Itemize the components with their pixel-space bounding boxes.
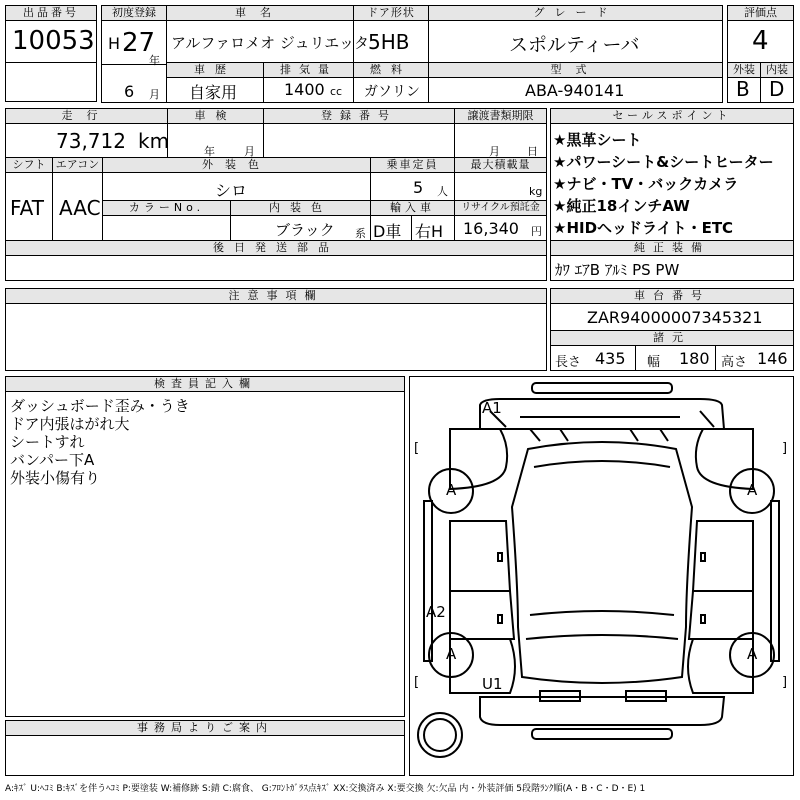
capacity: 5 <box>413 178 424 197</box>
equipment-value: ｶﾜ ｴｱB ｱﾙﾐ PS PW <box>555 261 680 279</box>
interior-grade: D <box>769 77 785 101</box>
history-box <box>166 62 264 103</box>
inspector-box <box>5 376 405 717</box>
door-shape: 5HB <box>368 30 410 54</box>
first-reg-year: 27 <box>122 28 156 58</box>
inspector-label: 検査員記入欄 <box>6 377 404 392</box>
equipment-box <box>550 240 794 281</box>
import-label: 輸入車 <box>371 201 454 216</box>
ext-color-label: 外装色 <box>103 158 370 173</box>
exterior-grade-box <box>727 62 761 103</box>
score-box <box>727 5 794 63</box>
interior-grade-box <box>760 62 794 103</box>
chassis-number: ZAR94000007345321 <box>587 308 763 327</box>
color-no-box <box>102 200 231 241</box>
grade-label: グレード <box>429 6 722 21</box>
int-color-unit: 系 <box>355 227 366 240</box>
tire-mark-rear-left: A <box>446 645 457 663</box>
car-name-label: 車名 <box>167 6 353 21</box>
reg-number-box <box>263 108 455 158</box>
length-label: 長さ <box>555 355 582 370</box>
later-parts-box <box>5 240 547 281</box>
score-label: 評価点 <box>728 6 793 21</box>
length-value: 435 <box>595 349 626 368</box>
inspector-note: 外装小傷有り <box>10 469 101 487</box>
lot-blank-box <box>5 62 97 102</box>
sales-point: ★純正18インチAW <box>553 197 690 215</box>
int-color: ブラック <box>275 221 335 239</box>
bracket-mark: [ <box>414 441 420 456</box>
later-parts-label: 後日発送部品 <box>6 241 546 256</box>
reg-number-label: 登録番号 <box>264 109 454 124</box>
color-no-label: カラーNo. <box>103 201 230 216</box>
recycle-value: 16,340 <box>463 219 519 238</box>
sales-points-box <box>550 108 794 241</box>
max-load-unit: kg <box>529 185 543 198</box>
month-unit: 月 <box>149 88 160 101</box>
shift: FAT <box>10 196 45 220</box>
damage-legend: A:ｷｽﾞ U:ﾍｺﾐ B:ｷｽﾞを伴うﾍｺﾐ P:要塗装 W:補修跡 S:錆 C:腐食、 G:ﾌﾛﾝﾄｶﾞﾗｽ点ｷｽﾞ XX:交換済み X:要交換 欠:欠品 内・外装評価 5段階ﾗﾝｸ順(A・B・C・D・E) 1 <box>5 784 646 794</box>
fuel-box <box>353 62 429 103</box>
inspection-year-unit: 年 <box>204 145 215 158</box>
tire-mark-rear-right: A <box>747 645 758 663</box>
sales-point: ★ナビ・TV・バックカメラ <box>553 175 739 193</box>
fuel: ガソリン <box>364 84 420 100</box>
door-label: ドア形状 <box>354 6 428 21</box>
displacement-box <box>263 62 354 103</box>
history: 自家用 <box>189 83 238 102</box>
mileage-box <box>5 108 168 158</box>
inspector-note: ダッシュボード歪み・うき <box>10 397 190 415</box>
height-value: 146 <box>757 349 788 368</box>
lot-label: 出品番号 <box>6 6 96 21</box>
chassis-label: 車台番号 <box>551 289 793 304</box>
equipment-label: 純正装備 <box>551 241 793 256</box>
interior-label: 内装 <box>761 63 793 78</box>
year-unit: 年 <box>149 54 160 67</box>
transfer-day-unit: 日 <box>527 145 538 158</box>
width-value: 180 <box>679 349 710 368</box>
transfer-doc-label: 譲渡書類期限 <box>455 109 546 124</box>
score: 4 <box>752 26 769 56</box>
displacement-label: 排気量 <box>264 63 353 78</box>
recycle-unit: 円 <box>531 225 542 238</box>
int-color-box <box>230 200 371 241</box>
inspection-box <box>167 108 264 158</box>
inspector-note: バンパー下A <box>10 451 95 469</box>
first-reg-label: 初度登録 <box>102 6 166 21</box>
height-label: 高さ <box>721 355 748 370</box>
car-name-box <box>166 5 369 63</box>
mileage-unit: km <box>138 129 170 153</box>
recycle-box <box>454 200 547 241</box>
recycle-label: リサイクル預託金 <box>455 201 546 216</box>
sales-points-label: セールスポイント <box>551 109 793 124</box>
int-color-label: 内装色 <box>231 201 370 216</box>
tire-mark-front-right: A <box>747 481 758 499</box>
lot-box <box>5 5 97 63</box>
aircon-box <box>52 157 103 241</box>
damage-mark-u1: U1 <box>482 675 503 693</box>
aircon-label: エアコン <box>53 158 102 173</box>
door-box <box>353 5 429 63</box>
shift-box <box>5 157 53 241</box>
shift-label: シフト <box>6 158 52 173</box>
model-label: 型式 <box>429 63 722 78</box>
import-box <box>370 200 455 241</box>
handle-side: 右H <box>415 222 444 241</box>
max-load-label: 最大積載量 <box>455 158 546 173</box>
ext-color-box <box>102 157 371 201</box>
inspection-label: 車検 <box>168 109 263 124</box>
damage-mark-a1: A1 <box>482 399 502 417</box>
inspector-note: シートすれ <box>10 433 85 451</box>
notes-label: 注意事項欄 <box>6 289 546 304</box>
damage-diagram-box <box>409 376 794 776</box>
damage-mark-a2: A2 <box>426 603 446 621</box>
transfer-doc-box <box>454 108 547 158</box>
displacement-unit: cc <box>330 85 343 98</box>
lot-number: 10053 <box>12 26 95 56</box>
grade: スポルティーバ <box>509 34 640 56</box>
capacity-label: 乗車定員 <box>371 158 454 173</box>
width-label: 幅 <box>647 355 661 370</box>
exterior-grade: B <box>736 77 750 101</box>
inspection-month-unit: 月 <box>244 145 255 158</box>
mileage-label: 走行 <box>6 109 167 124</box>
model-box <box>428 62 723 103</box>
displacement: 1400 <box>284 80 325 99</box>
car-diagram <box>410 377 793 775</box>
sales-point: ★HIDヘッドライト・ETC <box>553 219 734 237</box>
era: H <box>108 34 121 53</box>
transfer-month-unit: 月 <box>489 145 500 158</box>
car-name: アルファロメオ ジュリエッタ <box>171 34 369 52</box>
max-load-box <box>454 157 547 201</box>
fuel-label: 燃料 <box>354 63 428 78</box>
history-label: 車歴 <box>167 63 263 78</box>
grade-box <box>428 5 723 63</box>
sales-point: ★パワーシート&シートヒーター <box>553 153 774 171</box>
office-label: 事務局よりご案内 <box>6 721 404 736</box>
exterior-label: 外装 <box>728 63 760 78</box>
bracket-mark: [ <box>414 675 420 690</box>
first-reg-month: 6 <box>124 82 135 101</box>
aircon: AAC <box>59 196 101 220</box>
capacity-unit: 人 <box>437 185 448 198</box>
mileage: 73,712 <box>56 129 126 153</box>
tire-mark-front-left: A <box>446 481 457 499</box>
capacity-box <box>370 157 455 201</box>
dims-label: 諸元 <box>551 331 793 346</box>
ext-color: シロ <box>215 181 248 200</box>
import-value: D車 <box>373 222 402 241</box>
chassis-box <box>550 288 794 371</box>
office-box <box>5 720 405 776</box>
first-reg-box <box>101 5 167 103</box>
bracket-mark: ] <box>782 441 788 456</box>
sales-point: ★黒革シート <box>553 131 642 149</box>
model-code: ABA-940141 <box>525 81 625 100</box>
notes-box <box>5 288 547 371</box>
inspector-note: ドア内張はがれ大 <box>10 415 130 433</box>
bracket-mark: ] <box>782 675 788 690</box>
